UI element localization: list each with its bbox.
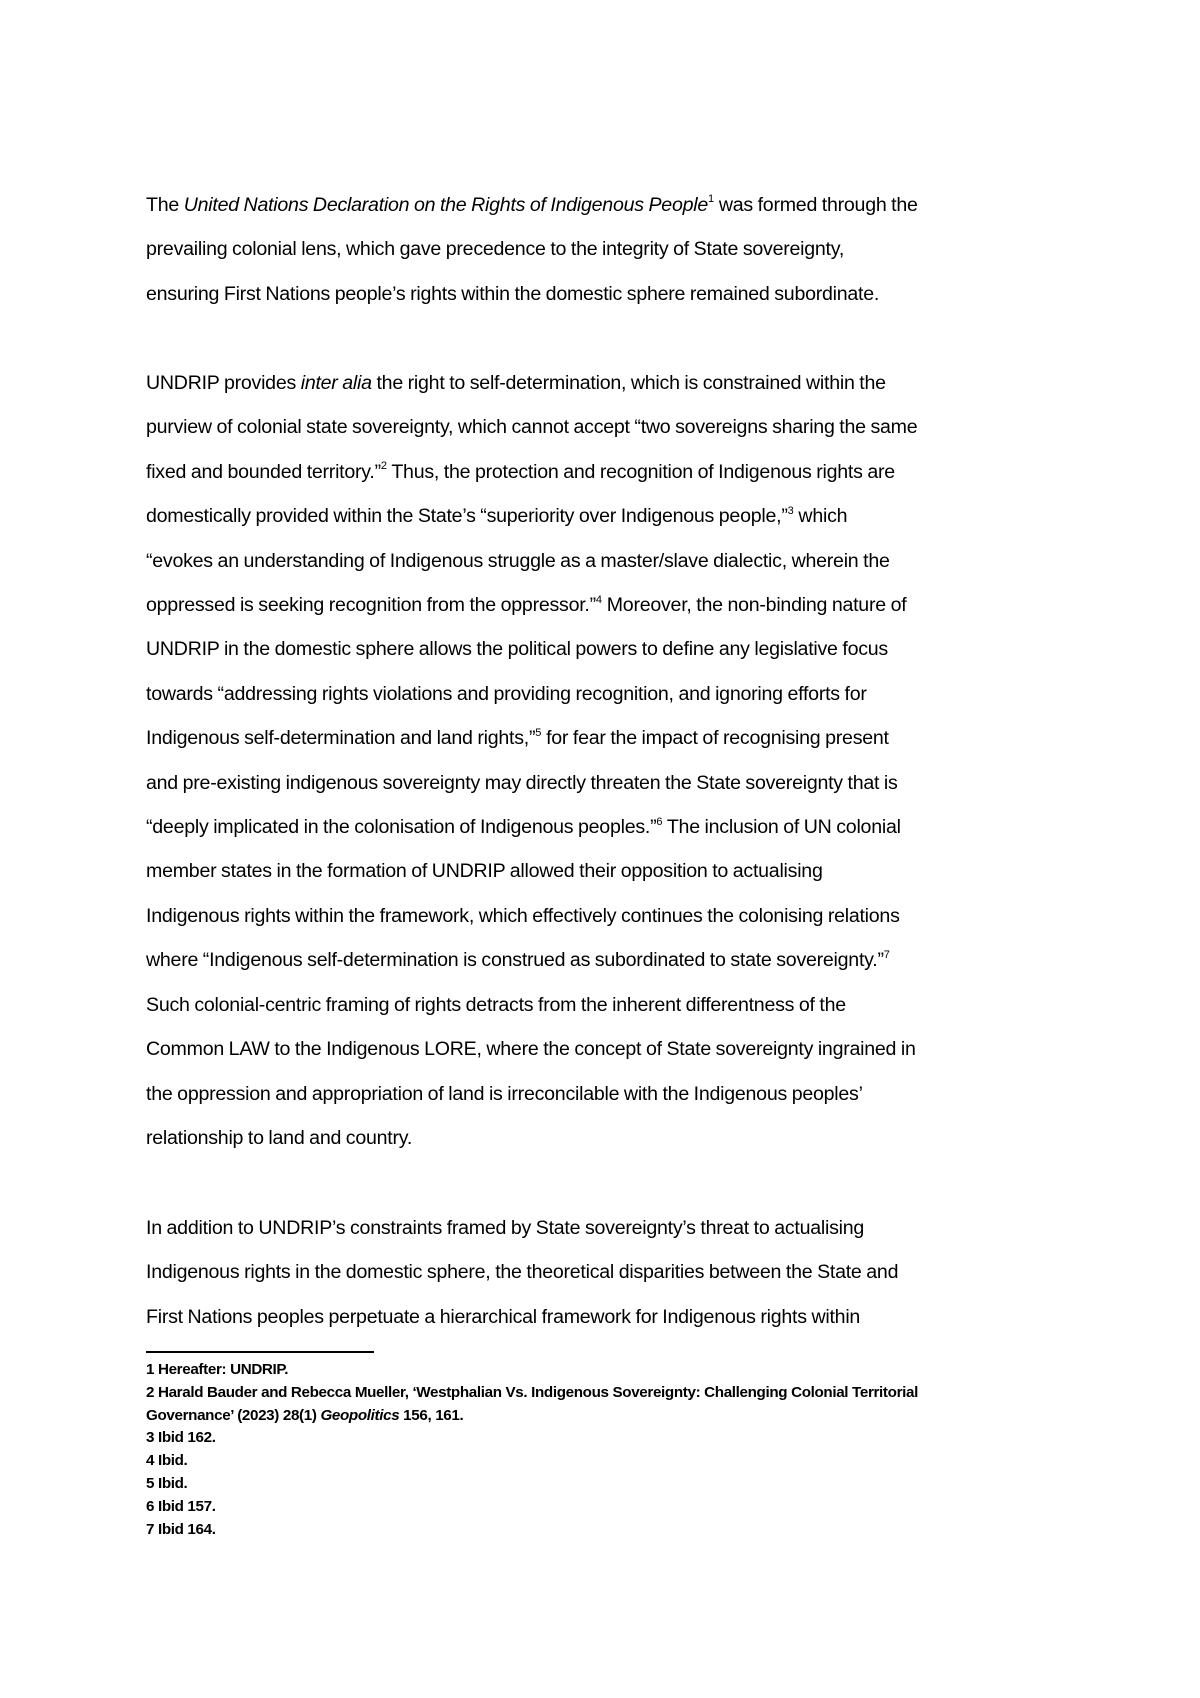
text-run: domestically provided within the State’s “superiority over Indigenous people,” [146,505,788,528]
text-line [146,627,1061,671]
footnote-1 [146,1359,1076,1382]
footnote-text: 3 Ibid 162. [146,1429,216,1447]
text-line [146,716,1061,760]
footnote-6 [146,1496,1076,1519]
text-run: the oppression and appropriation of land is irreconcilable with the Indigenous peoples’ [146,1082,863,1105]
footnote-5 [146,1473,1076,1496]
text-run: for fear the impact of recognising present [541,727,889,750]
footnote-ref[interactable]: 4 [595,593,603,606]
text-line [146,361,1061,405]
text-line [146,938,1061,982]
text-run: prevailing colonial lens, which gave precedence to the integrity of State sovereignty, [146,238,845,261]
footnote-text: 156, 161. [399,1406,464,1424]
text-line [146,272,1061,316]
text-run: Such colonial-centric framing of rights detracts from the inherent differentness of the [146,993,846,1016]
footnote-ref[interactable]: 1 [708,193,715,206]
text-run: member states in the formation of UNDRIP allowed their opposition to actualising [146,860,823,883]
footnote-ref[interactable]: 3 [787,504,794,517]
footnote-2-continued [146,1405,1076,1428]
footnotes [146,1359,1076,1541]
text-line [146,761,1061,805]
text-run: purview of colonial state sovereignty, which cannot accept “two sovereigns sharing the same [146,416,918,439]
footnote-text: 7 Ibid 164. [146,1520,216,1538]
text-line [146,405,1061,449]
footnote-text: 6 Ibid 157. [146,1497,216,1515]
italic-title: United Nations Declaration on the Rights of Indigenous People [183,194,708,216]
text-line [146,1250,1061,1294]
text-run: UNDRIP in the domestic sphere allows the political powers to define any legislative focus [146,638,888,661]
footnote-text: 5 Ibid. [146,1474,188,1492]
footnote-3 [146,1427,1076,1450]
footnote-text: 1 Hereafter: UNDRIP. [146,1361,289,1378]
text-line [146,805,1061,849]
text-line [146,894,1061,938]
text-run: fixed and bounded territory.” [146,460,381,483]
paragraph-2 [146,361,1061,1160]
text-run: and pre-existing indigenous sovereignty may directly threaten the State sovereignty that is [146,771,898,794]
text-run: “evokes an understanding of Indigenous struggle as a master/slave dialectic, wherein the [146,549,890,572]
text-line [146,539,1061,583]
text-run: oppressed is seeking recognition from the oppressor.” [146,594,596,617]
footnote-7 [146,1519,1076,1542]
text-line [146,494,1061,538]
text-run: where “Indigenous self-determination is construed as subordinated to state sovereignty.” [146,949,884,972]
footnote-separator [146,1351,374,1353]
text-run: “deeply implicated in the colonisation of Indigenous peoples.” [146,816,657,839]
text-line [146,1295,1061,1339]
footnote-ref[interactable]: 7 [883,948,890,961]
text-run: which [793,505,848,528]
text-line [146,983,1061,1027]
footnote-2 [146,1382,1076,1405]
paragraph-1 [146,183,1061,316]
footnote-ref[interactable]: 2 [380,460,387,473]
text-line [146,1116,1061,1160]
text-run: In addition to UNDRIP’s constraints framed by State sovereignty’s threat to actualising [146,1217,865,1239]
text-run: ensuring First Nations people’s rights within the domestic sphere remained subordinate. [146,282,880,305]
text-run: Indigenous rights in the domestic sphere, the theoretical disparities between the State and [146,1261,899,1284]
text-run: The inclusion of UN colonial [662,816,901,839]
text-run: Thus, the protection and recognition of Indigenous rights are [387,460,895,483]
footnote-text: 2 Harald Bauder and Rebecca Mueller, ‘Westphalian Vs. Indigenous Sovereignty: Challenging Colonial Territorial [146,1383,918,1401]
text-run: was formed through the [714,194,918,216]
text-run: The [146,194,184,216]
text-run: UNDRIP provides [146,372,301,394]
text-run: Indigenous self-determination and land rights,” [146,727,536,750]
footnote-ref[interactable]: 6 [656,815,663,828]
text-run: towards “addressing rights violations and providing recognition, and ignoring efforts for [146,682,867,705]
text-line [146,1027,1061,1071]
text-run: the right to self-determination, which is constrained within the [371,372,886,394]
text-line [146,672,1061,716]
text-line [146,849,1061,893]
text-line [146,227,1061,271]
footnote-text: 4 Ibid. [146,1452,188,1470]
text-run: Moreover, the non-binding nature of [602,594,907,617]
text-line [146,1206,1061,1250]
footnote-ref[interactable]: 5 [535,726,542,739]
text-run: Common LAW to the Indigenous LORE, where the concept of State sovereignty ingrained in [146,1038,916,1061]
text-run: Indigenous rights within the framework, which effectively continues the colonising relations [146,904,900,927]
text-line [146,450,1061,494]
journal-title: Geopolitics [320,1406,400,1424]
text-line [146,583,1061,627]
text-line [146,183,1061,227]
footnote-text: Governance’ (2023) 28(1) [146,1406,321,1424]
italic-phrase: inter alia [300,372,372,394]
text-run: relationship to land and country. [146,1126,413,1149]
text-line [146,1072,1061,1116]
text-run: First Nations peoples perpetuate a hierarchical framework for Indigenous rights within [146,1305,861,1328]
footnote-4 [146,1450,1076,1473]
paragraph-3 [146,1206,1061,1339]
